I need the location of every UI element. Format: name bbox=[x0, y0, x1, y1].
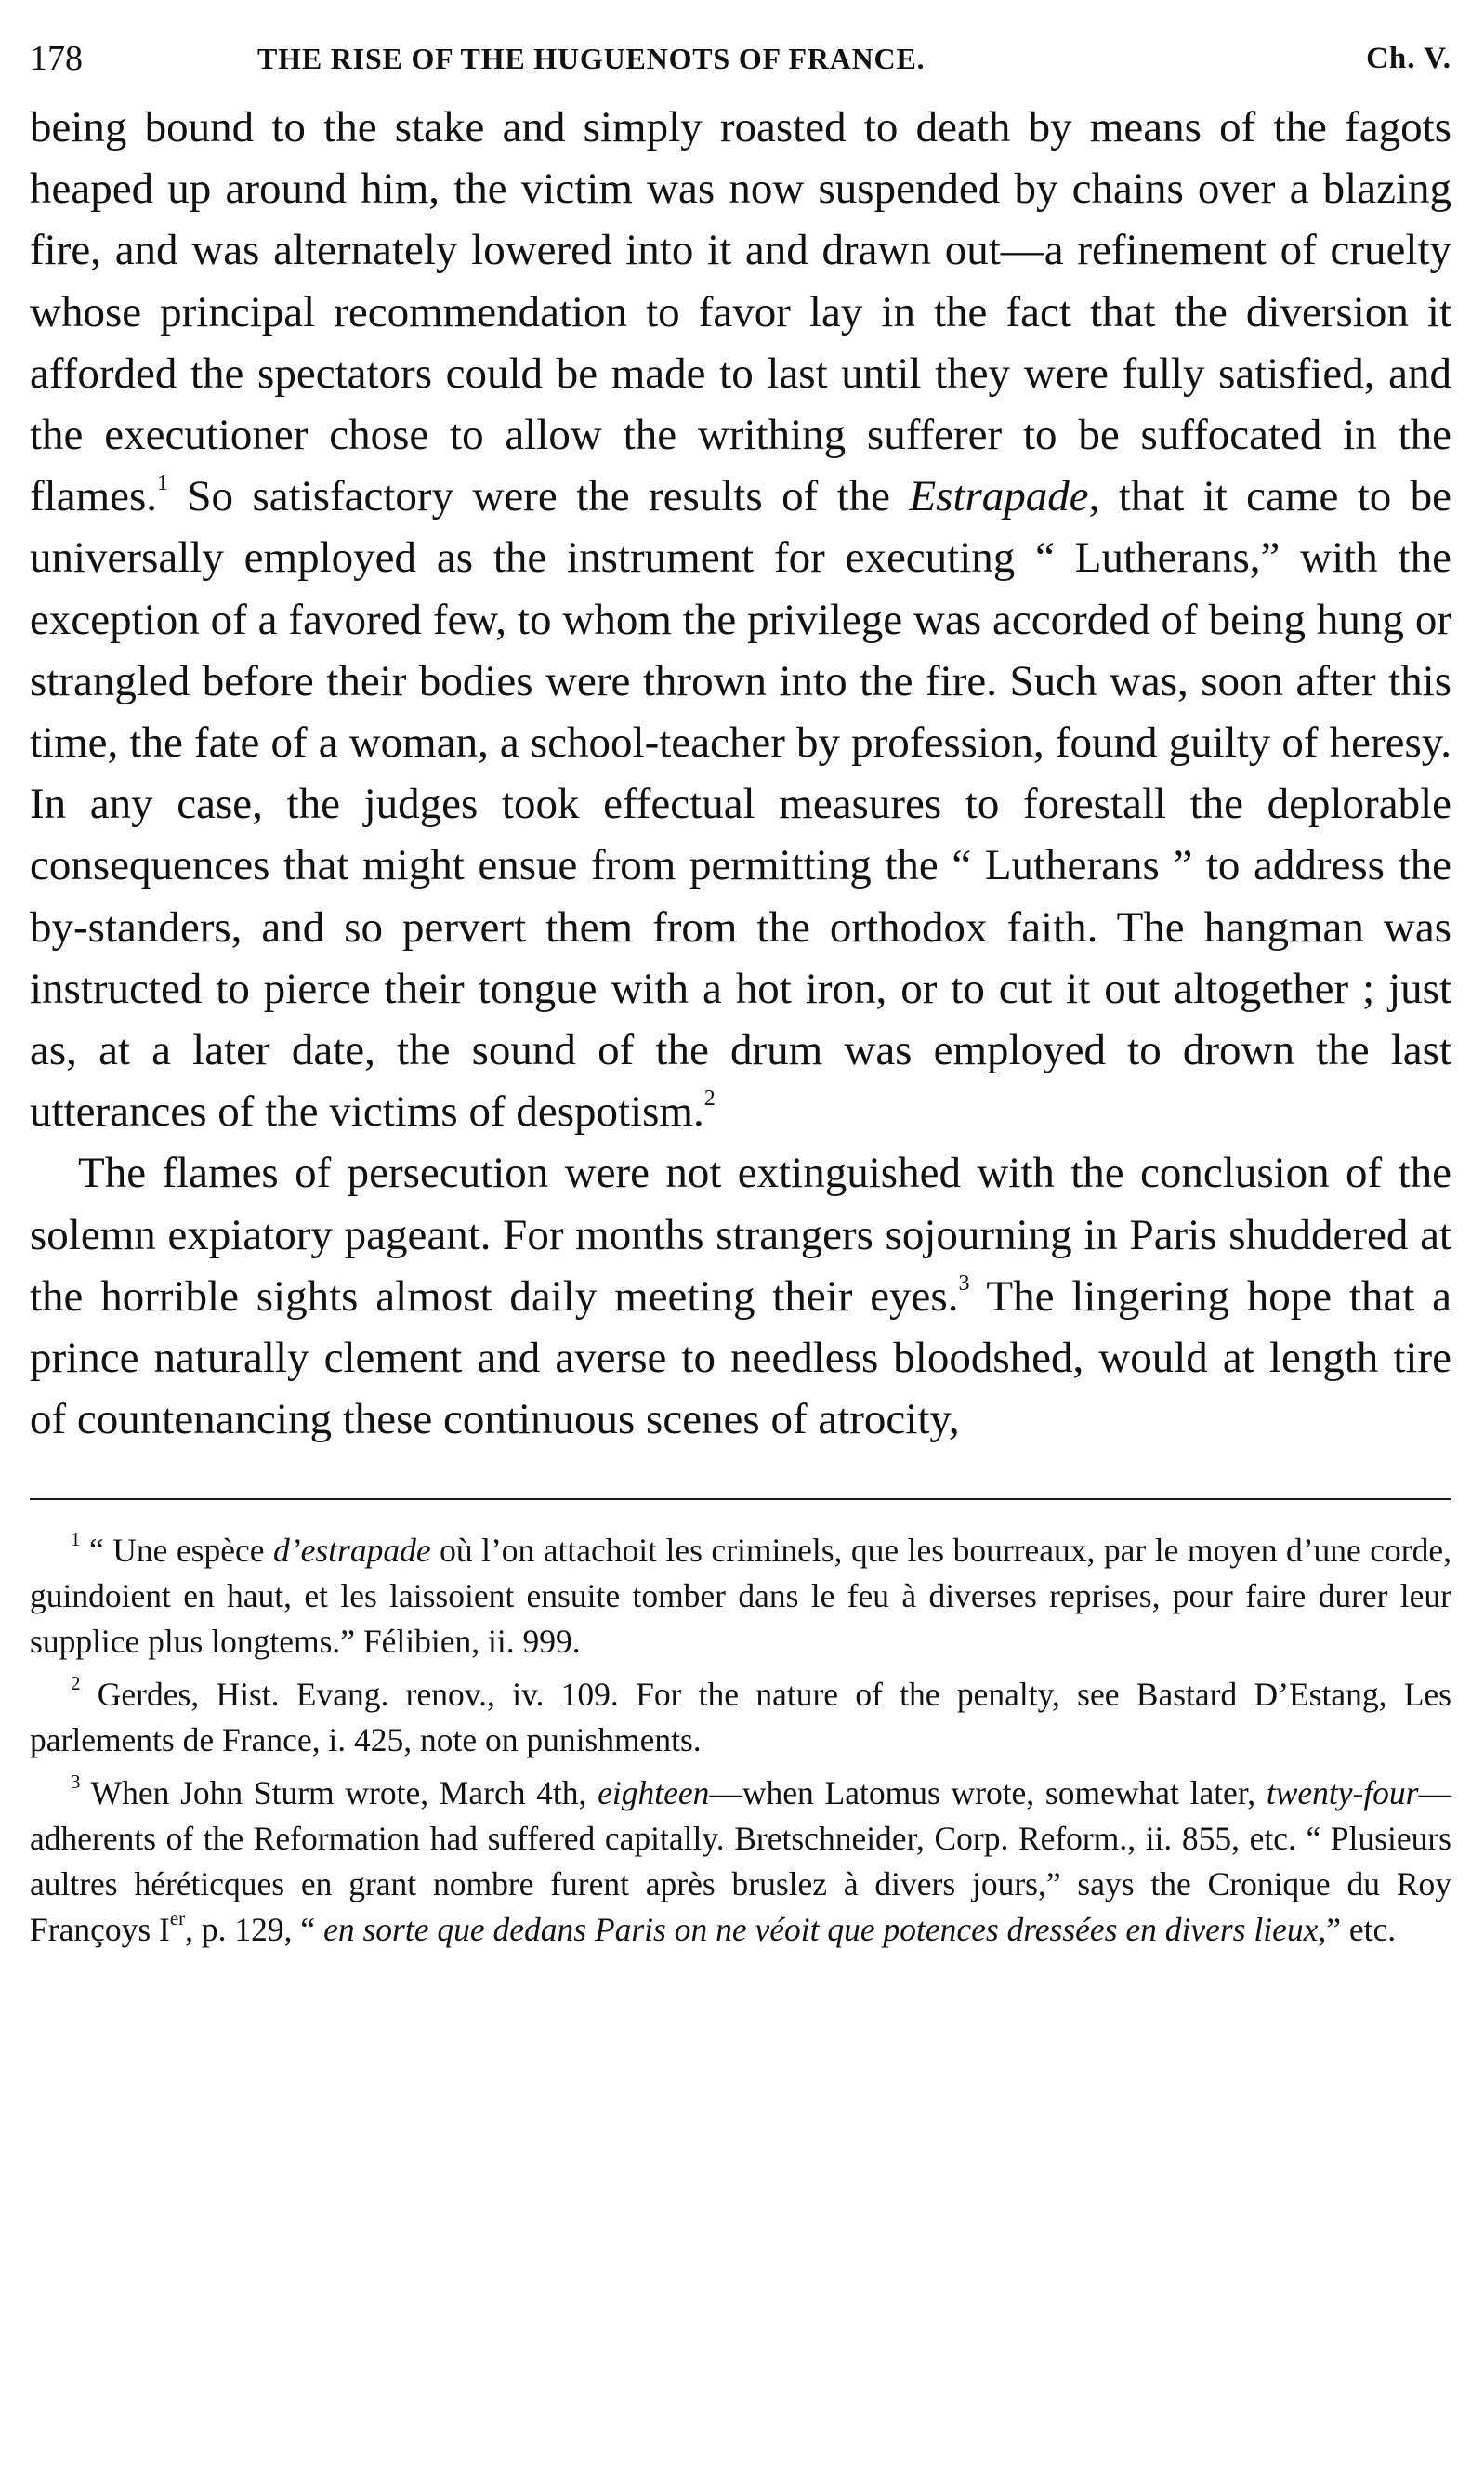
footnote-ref-2: 2 bbox=[703, 1086, 716, 1112]
estrapade-term: Estrapade bbox=[909, 472, 1089, 521]
footnote-1-text-b: où l’on attachoit les criminels, que les bourreaux, par le moyen d’une corde, guindoient en haut, et les laissoient ensuite tomber dans le feu à diverses reprises, pour faire durer leur supplice plus longtems.” Félibien, ii. 999. bbox=[30, 1532, 1451, 1661]
footnote-1 bbox=[30, 1528, 1451, 1665]
footnote-3-text-c: —adherents of the Reformation had suffered capitally. Bretschneider, Corp. Reform., ii. 855, etc. “ Plusieurs aultres héréticques en grant nombre furent après bruslez à divers jours,” says the Cronique du Roy Françoys I bbox=[30, 1774, 1451, 1949]
paragraph-1-text-b: So satisfactory were the results of the bbox=[168, 472, 910, 521]
book-page bbox=[30, 32, 1451, 1960]
running-head bbox=[30, 32, 1451, 86]
footnote-3-mark: 3 bbox=[71, 1771, 81, 1794]
footnote-2-mark: 2 bbox=[71, 1672, 81, 1695]
paragraph-1-text-c: , that it came to be universally employed as the instrument for executing “ Lutherans,” with the exception of a favored few, to whom the privilege was accorded of being hung or strangled before their bodies were thrown into the fire. Such was, soon after this time, the fate of a woman, a school-teacher by profession, found guilty of heresy. In any case, the judges took effectual measures to forestall the deplorable consequences that might ensue from permitting the “ Lutherans ” to address the by-standers, and so pervert them from the orthodox faith. The hangman was instructed to pierce their tongue with a hot iron, or to cut it out altogether ; just as, at a later date, the sound of the drum was employed to drown the last utterances of the victims of despotism. bbox=[30, 472, 1452, 1137]
footnote-3-text-d: , p. 129, “ bbox=[185, 1911, 324, 1949]
paragraph-2-text-a: The flames of persecution were not extinguished with the conclusion of the solemn expiatory pageant. For months strangers sojourning in Paris shuddered at the horrible sights almost daily meeting their eyes. bbox=[30, 1149, 1451, 1321]
footnote-1-italic: d’estrapade bbox=[273, 1532, 431, 1570]
footnote-2 bbox=[30, 1672, 1451, 1763]
footnote-3 bbox=[30, 1771, 1451, 1953]
footnote-ref-1: 1 bbox=[157, 471, 169, 496]
footnote-2-text: Gerdes, Hist. Evang. renov., iv. 109. For the nature of the penalty, see Bastard D’Estang, Les parlements de France, i. 425, note on punishments. bbox=[30, 1676, 1451, 1759]
footnote-3-superscript-er: er bbox=[169, 1907, 186, 1930]
footnote-3-text-b: —when Latomus wrote, somewhat later, bbox=[709, 1774, 1267, 1812]
footnote-3-italic-3: en sorte que dedans Paris on ne véoit que potences dressées en divers lieux bbox=[323, 1911, 1319, 1949]
page-number: 178 bbox=[30, 39, 83, 78]
footnote-3-italic-2: twenty-four bbox=[1266, 1774, 1419, 1812]
paragraph-1 bbox=[30, 97, 1451, 1142]
paragraph-1-text-a: being bound to the stake and simply roasted to death by means of the fagots heaped up around him, the victim was now suspended by chains over a blazing fire, and was alternately lowered into it and drawn out—a refinement of cruelty whose principal recommendation to favor lay in the fact that the diversion it afforded the spectators could be made to last until they were fully satisfied, and the executioner chose to allow the writhing sufferer to be suffocated in the flames. bbox=[30, 103, 1451, 521]
footnote-ref-3: 3 bbox=[958, 1270, 970, 1296]
footnote-divider bbox=[30, 1498, 1451, 1500]
footnote-1-mark: 1 bbox=[71, 1528, 81, 1551]
paragraph-2 bbox=[30, 1142, 1451, 1450]
footnote-1-text-a: “ Une espèce bbox=[80, 1532, 273, 1570]
paragraph-2-text-b: The lingering hope that a prince naturally clement and averse to needless bloodshed, would at length tire of countenancing these continuous scenes of atrocity, bbox=[30, 1271, 1451, 1444]
running-title: THE RISE OF THE HUGUENOTS OF FRANCE. bbox=[257, 42, 926, 75]
footnotes bbox=[30, 1528, 1451, 1953]
footnote-3-text-e: ,” etc. bbox=[1318, 1911, 1397, 1949]
footnote-3-text-a: When John Sturm wrote, March 4th, bbox=[80, 1774, 598, 1812]
chapter-reference: Ch. V. bbox=[1366, 42, 1451, 75]
footnote-3-italic-1: eighteen bbox=[598, 1774, 710, 1812]
main-text bbox=[30, 97, 1451, 1450]
